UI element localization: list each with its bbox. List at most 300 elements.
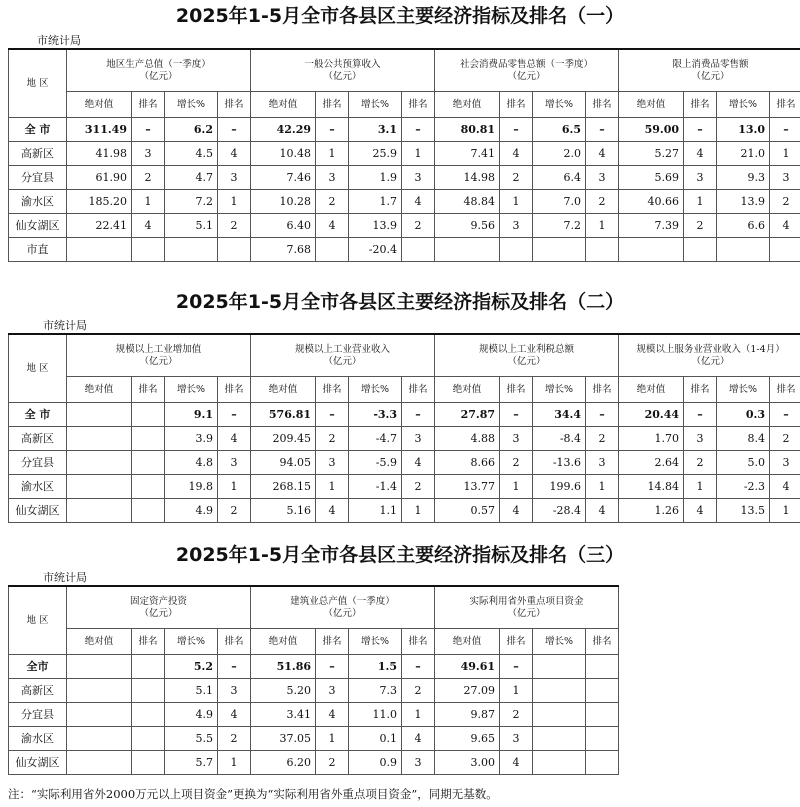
- rank-cell: 3: [316, 451, 349, 475]
- column-header: 绝对值: [67, 629, 132, 655]
- value-cell: 8.66: [435, 451, 500, 475]
- rank-cell: 2: [316, 190, 349, 214]
- rank-cell: –: [770, 118, 800, 142]
- value-cell: [67, 403, 132, 427]
- column-header: 增长%: [349, 377, 402, 403]
- rank-cell: 1: [218, 190, 251, 214]
- rank-cell: 2: [402, 679, 435, 703]
- table-row: [9, 499, 800, 523]
- value-cell: 10.28: [251, 190, 316, 214]
- value-cell: -13.6: [533, 451, 586, 475]
- rank-cell: 1: [684, 475, 717, 499]
- rank-cell: 3: [500, 727, 533, 751]
- region-header: 地 区: [9, 49, 67, 118]
- group-header-unit: （亿元）: [139, 70, 178, 82]
- region-label: 市直: [9, 238, 67, 262]
- column-header: 绝对值: [67, 377, 132, 403]
- value-cell: -1.4: [349, 475, 402, 499]
- table-row: [9, 142, 800, 166]
- rank-cell: –: [402, 403, 435, 427]
- value-cell: [533, 727, 586, 751]
- rank-cell: 4: [316, 703, 349, 727]
- rank-cell: –: [684, 118, 717, 142]
- column-header: 绝对值: [435, 377, 500, 403]
- header-row-columns: [9, 629, 619, 655]
- rank-cell: –: [316, 118, 349, 142]
- value-cell: [165, 238, 218, 262]
- region-label: 仙女湖区: [9, 214, 67, 238]
- title-table-3: 2025年1-5月全市各县区主要经济指标及排名（三）: [175, 544, 625, 566]
- group-header: [435, 586, 619, 629]
- rank-cell: 2: [132, 166, 165, 190]
- value-cell: 6.20: [251, 751, 316, 775]
- group-header: [435, 49, 619, 92]
- group-header-unit: （亿元）: [507, 607, 546, 619]
- value-cell: 13.9: [717, 190, 770, 214]
- value-cell: 13.77: [435, 475, 500, 499]
- rank-cell: 2: [684, 451, 717, 475]
- group-header: [619, 334, 800, 377]
- region-label: 全 市: [9, 403, 67, 427]
- value-cell: 9.56: [435, 214, 500, 238]
- value-cell: 3.41: [251, 703, 316, 727]
- rank-cell: [316, 238, 349, 262]
- rank-cell: [132, 751, 165, 775]
- rank-cell: 4: [500, 142, 533, 166]
- value-cell: [67, 727, 132, 751]
- column-header: 增长%: [165, 92, 218, 118]
- rank-cell: [500, 238, 533, 262]
- table-row: [9, 703, 619, 727]
- rank-cell: [132, 727, 165, 751]
- value-cell: [67, 238, 132, 262]
- value-cell: 19.8: [165, 475, 218, 499]
- column-header: 增长%: [165, 377, 218, 403]
- value-cell: 7.2: [533, 214, 586, 238]
- value-cell: 5.16: [251, 499, 316, 523]
- column-header: 排名: [316, 92, 349, 118]
- value-cell: 4.7: [165, 166, 218, 190]
- rank-cell: [684, 238, 717, 262]
- rank-cell: 3: [684, 427, 717, 451]
- table-row: [9, 166, 800, 190]
- rank-cell: 1: [684, 190, 717, 214]
- group-header-name: 规模以上工业利税总额: [479, 343, 575, 355]
- rank-cell: 3: [316, 679, 349, 703]
- value-cell: 8.4: [717, 427, 770, 451]
- value-cell: 0.57: [435, 499, 500, 523]
- header-row-groups: [9, 586, 619, 629]
- rank-cell: 4: [402, 190, 435, 214]
- value-cell: 10.48: [251, 142, 316, 166]
- column-header: 排名: [770, 377, 800, 403]
- rank-cell: 4: [586, 142, 619, 166]
- group-header: [67, 49, 251, 92]
- value-cell: 4.5: [165, 142, 218, 166]
- column-header: 排名: [132, 629, 165, 655]
- table-row: [9, 427, 800, 451]
- region-label: 分宜县: [9, 166, 67, 190]
- value-cell: 5.27: [619, 142, 684, 166]
- group-header-name: 限上消费品零售额: [672, 58, 749, 70]
- value-cell: [533, 679, 586, 703]
- rank-cell: [770, 238, 800, 262]
- group-header: [251, 49, 435, 92]
- value-cell: 4.88: [435, 427, 500, 451]
- rank-cell: 3: [402, 166, 435, 190]
- rank-cell: 4: [586, 499, 619, 523]
- value-cell: 20.44: [619, 403, 684, 427]
- value-cell: 94.05: [251, 451, 316, 475]
- rank-cell: 3: [132, 142, 165, 166]
- rank-cell: –: [586, 403, 619, 427]
- column-header: 排名: [218, 92, 251, 118]
- value-cell: 7.3: [349, 679, 402, 703]
- rank-cell: 1: [586, 214, 619, 238]
- column-header: 绝对值: [435, 92, 500, 118]
- title-table-2: 2025年1-5月全市各县区主要经济指标及排名（二）: [175, 291, 625, 313]
- value-cell: 48.84: [435, 190, 500, 214]
- column-header: 排名: [402, 92, 435, 118]
- rank-cell: 3: [500, 427, 533, 451]
- rank-cell: 2: [586, 427, 619, 451]
- rank-cell: –: [770, 403, 800, 427]
- value-cell: 13.0: [717, 118, 770, 142]
- value-cell: 61.90: [67, 166, 132, 190]
- column-header: 绝对值: [251, 377, 316, 403]
- rank-cell: [132, 403, 165, 427]
- rank-cell: –: [316, 655, 349, 679]
- rank-cell: 3: [586, 166, 619, 190]
- rank-cell: 2: [684, 214, 717, 238]
- rank-cell: 1: [132, 190, 165, 214]
- table-row: [9, 451, 800, 475]
- region-label: 渝水区: [9, 475, 67, 499]
- value-cell: [533, 703, 586, 727]
- rank-cell: [132, 475, 165, 499]
- column-header: 绝对值: [251, 92, 316, 118]
- group-header: [251, 334, 435, 377]
- column-header: 排名: [500, 92, 533, 118]
- column-header: 排名: [218, 629, 251, 655]
- table-row: [9, 679, 619, 703]
- rank-cell: 2: [218, 499, 251, 523]
- rank-cell: 4: [770, 214, 800, 238]
- value-cell: 1.5: [349, 655, 402, 679]
- group-header-name: 社会消费品零售总额（一季度）: [460, 58, 594, 70]
- value-cell: 7.0: [533, 190, 586, 214]
- value-cell: 7.41: [435, 142, 500, 166]
- column-header: 排名: [316, 629, 349, 655]
- value-cell: 0.9: [349, 751, 402, 775]
- group-header-unit: （亿元）: [139, 607, 178, 619]
- column-header: 排名: [586, 92, 619, 118]
- value-cell: 14.98: [435, 166, 500, 190]
- group-header: [67, 334, 251, 377]
- rank-cell: 1: [402, 142, 435, 166]
- rank-cell: 2: [316, 751, 349, 775]
- value-cell: 13.9: [349, 214, 402, 238]
- value-cell: 1.7: [349, 190, 402, 214]
- group-header: [251, 586, 435, 629]
- value-cell: 41.98: [67, 142, 132, 166]
- value-cell: 1.26: [619, 499, 684, 523]
- group-header-name: 固定资产投资: [130, 595, 188, 607]
- rank-cell: [586, 238, 619, 262]
- header-row-columns: [9, 377, 800, 403]
- rank-cell: 4: [684, 142, 717, 166]
- rank-cell: 4: [316, 499, 349, 523]
- value-cell: [67, 703, 132, 727]
- value-cell: [717, 238, 770, 262]
- rank-cell: 3: [218, 166, 251, 190]
- rank-cell: [132, 655, 165, 679]
- column-header: 绝对值: [435, 629, 500, 655]
- value-cell: [619, 238, 684, 262]
- value-cell: -8.4: [533, 427, 586, 451]
- rank-cell: 2: [770, 190, 800, 214]
- region-label: 渝水区: [9, 190, 67, 214]
- value-cell: [67, 655, 132, 679]
- value-cell: 199.6: [533, 475, 586, 499]
- table-row: [9, 751, 619, 775]
- group-header-unit: （亿元）: [691, 355, 730, 367]
- value-cell: 5.7: [165, 751, 218, 775]
- rank-cell: –: [218, 118, 251, 142]
- region-label: 全市: [9, 655, 67, 679]
- value-cell: 0.3: [717, 403, 770, 427]
- column-header: 排名: [684, 92, 717, 118]
- column-header: 排名: [500, 377, 533, 403]
- rank-cell: [402, 238, 435, 262]
- value-cell: 9.87: [435, 703, 500, 727]
- group-header-name: 规模以上工业增加值: [115, 343, 202, 355]
- footnote: 注：“实际利用省外2000万元以上项目资金”更换为“实际利用省外重点项目资金”，同期无基数。: [8, 787, 498, 801]
- value-cell: 9.1: [165, 403, 218, 427]
- value-cell: -4.7: [349, 427, 402, 451]
- value-cell: 49.61: [435, 655, 500, 679]
- region-header: 地 区: [9, 586, 67, 655]
- value-cell: 21.0: [717, 142, 770, 166]
- rank-cell: –: [316, 403, 349, 427]
- value-cell: 5.69: [619, 166, 684, 190]
- rank-cell: 2: [500, 703, 533, 727]
- rank-cell: 3: [218, 679, 251, 703]
- rank-cell: [132, 427, 165, 451]
- rank-cell: [132, 451, 165, 475]
- rank-cell: 1: [218, 475, 251, 499]
- indicator-table-3: [8, 585, 619, 775]
- rank-cell: [218, 238, 251, 262]
- rank-cell: 4: [770, 475, 800, 499]
- rank-cell: 4: [316, 214, 349, 238]
- column-header: 排名: [684, 377, 717, 403]
- value-cell: 11.0: [349, 703, 402, 727]
- column-header: 增长%: [533, 377, 586, 403]
- value-cell: 185.20: [67, 190, 132, 214]
- value-cell: 51.86: [251, 655, 316, 679]
- table-row: [9, 118, 800, 142]
- group-header-name: 建筑业总产值（一季度）: [290, 595, 395, 607]
- value-cell: 4.9: [165, 499, 218, 523]
- rank-cell: [586, 679, 619, 703]
- rank-cell: 1: [770, 142, 800, 166]
- rank-cell: 4: [218, 427, 251, 451]
- region-label: 渝水区: [9, 727, 67, 751]
- rank-cell: 3: [500, 214, 533, 238]
- value-cell: 80.81: [435, 118, 500, 142]
- value-cell: 4.8: [165, 451, 218, 475]
- value-cell: 6.5: [533, 118, 586, 142]
- group-header-unit: （亿元）: [691, 70, 730, 82]
- rank-cell: 3: [770, 166, 800, 190]
- region-label: 全 市: [9, 118, 67, 142]
- rank-cell: 1: [402, 499, 435, 523]
- value-cell: [435, 238, 500, 262]
- group-header: [619, 49, 800, 92]
- table-row: [9, 190, 800, 214]
- group-header-unit: （亿元）: [323, 607, 362, 619]
- rank-cell: 1: [218, 751, 251, 775]
- value-cell: 13.5: [717, 499, 770, 523]
- value-cell: -28.4: [533, 499, 586, 523]
- value-cell: 311.49: [67, 118, 132, 142]
- rank-cell: 3: [402, 427, 435, 451]
- value-cell: 5.20: [251, 679, 316, 703]
- value-cell: 5.5: [165, 727, 218, 751]
- value-cell: 3.1: [349, 118, 402, 142]
- rank-cell: 4: [132, 214, 165, 238]
- value-cell: 6.40: [251, 214, 316, 238]
- column-header: 排名: [132, 92, 165, 118]
- rank-cell: 3: [316, 166, 349, 190]
- value-cell: 7.46: [251, 166, 316, 190]
- rank-cell: 1: [586, 475, 619, 499]
- column-header: 排名: [586, 377, 619, 403]
- rank-cell: 1: [770, 499, 800, 523]
- value-cell: 2.64: [619, 451, 684, 475]
- group-header-name: 实际利用省外重点项目资金: [469, 595, 584, 607]
- value-cell: 14.84: [619, 475, 684, 499]
- value-cell: [67, 679, 132, 703]
- region-label: 高新区: [9, 679, 67, 703]
- group-header-name: 一般公共预算收入: [304, 58, 381, 70]
- group-header-unit: （亿元）: [323, 70, 362, 82]
- rank-cell: 1: [316, 142, 349, 166]
- value-cell: 27.09: [435, 679, 500, 703]
- indicator-table-2: [8, 333, 800, 523]
- value-cell: 2.0: [533, 142, 586, 166]
- column-header: 排名: [402, 629, 435, 655]
- value-cell: 27.87: [435, 403, 500, 427]
- rank-cell: [132, 679, 165, 703]
- value-cell: 5.1: [165, 214, 218, 238]
- value-cell: [67, 499, 132, 523]
- value-cell: 6.4: [533, 166, 586, 190]
- value-cell: 576.81: [251, 403, 316, 427]
- value-cell: 40.66: [619, 190, 684, 214]
- source-table-3: 市统计局: [43, 571, 87, 584]
- rank-cell: [586, 703, 619, 727]
- header-row-columns: [9, 92, 800, 118]
- value-cell: 34.4: [533, 403, 586, 427]
- column-header: 绝对值: [251, 629, 316, 655]
- rank-cell: 1: [316, 727, 349, 751]
- value-cell: 3.9: [165, 427, 218, 451]
- rank-cell: 2: [500, 451, 533, 475]
- rank-cell: [586, 727, 619, 751]
- rank-cell: 3: [770, 451, 800, 475]
- rank-cell: 4: [500, 499, 533, 523]
- value-cell: [533, 655, 586, 679]
- value-cell: 5.0: [717, 451, 770, 475]
- table-row: [9, 475, 800, 499]
- value-cell: [533, 238, 586, 262]
- value-cell: 6.6: [717, 214, 770, 238]
- header-row-groups: [9, 334, 800, 377]
- rank-cell: –: [402, 655, 435, 679]
- value-cell: 6.2: [165, 118, 218, 142]
- group-header-unit: （亿元）: [507, 70, 546, 82]
- source-table-2: 市统计局: [43, 319, 87, 332]
- rank-cell: 4: [218, 703, 251, 727]
- rank-cell: 4: [402, 727, 435, 751]
- column-header: 排名: [402, 377, 435, 403]
- value-cell: 59.00: [619, 118, 684, 142]
- rank-cell: [132, 499, 165, 523]
- rank-cell: –: [586, 118, 619, 142]
- rank-cell: 2: [218, 214, 251, 238]
- rank-cell: –: [500, 655, 533, 679]
- rank-cell: 2: [218, 727, 251, 751]
- group-header-name: 规模以上工业营业收入: [295, 343, 391, 355]
- value-cell: 42.29: [251, 118, 316, 142]
- rank-cell: 2: [402, 214, 435, 238]
- column-header: 绝对值: [67, 92, 132, 118]
- value-cell: 9.3: [717, 166, 770, 190]
- column-header: 排名: [770, 92, 800, 118]
- group-header: [435, 334, 619, 377]
- column-header: 增长%: [165, 629, 218, 655]
- column-header: 增长%: [717, 92, 770, 118]
- table-row: [9, 655, 619, 679]
- value-cell: 37.05: [251, 727, 316, 751]
- rank-cell: –: [402, 118, 435, 142]
- group-header-name: 地区生产总值（一季度）: [106, 58, 211, 70]
- value-cell: 5.1: [165, 679, 218, 703]
- column-header: 排名: [132, 377, 165, 403]
- rank-cell: –: [132, 118, 165, 142]
- value-cell: [67, 475, 132, 499]
- region-label: 仙女湖区: [9, 751, 67, 775]
- column-header: 排名: [500, 629, 533, 655]
- rank-cell: –: [684, 403, 717, 427]
- source-table-1: 市统计局: [37, 34, 81, 47]
- rank-cell: 2: [770, 427, 800, 451]
- rank-cell: 3: [402, 751, 435, 775]
- value-cell: 25.9: [349, 142, 402, 166]
- rank-cell: 2: [500, 166, 533, 190]
- value-cell: -5.9: [349, 451, 402, 475]
- rank-cell: [586, 655, 619, 679]
- value-cell: 7.39: [619, 214, 684, 238]
- value-cell: 0.1: [349, 727, 402, 751]
- rank-cell: 4: [500, 751, 533, 775]
- rank-cell: 3: [586, 451, 619, 475]
- group-header-unit: （亿元）: [507, 355, 546, 367]
- region-label: 高新区: [9, 142, 67, 166]
- value-cell: -3.3: [349, 403, 402, 427]
